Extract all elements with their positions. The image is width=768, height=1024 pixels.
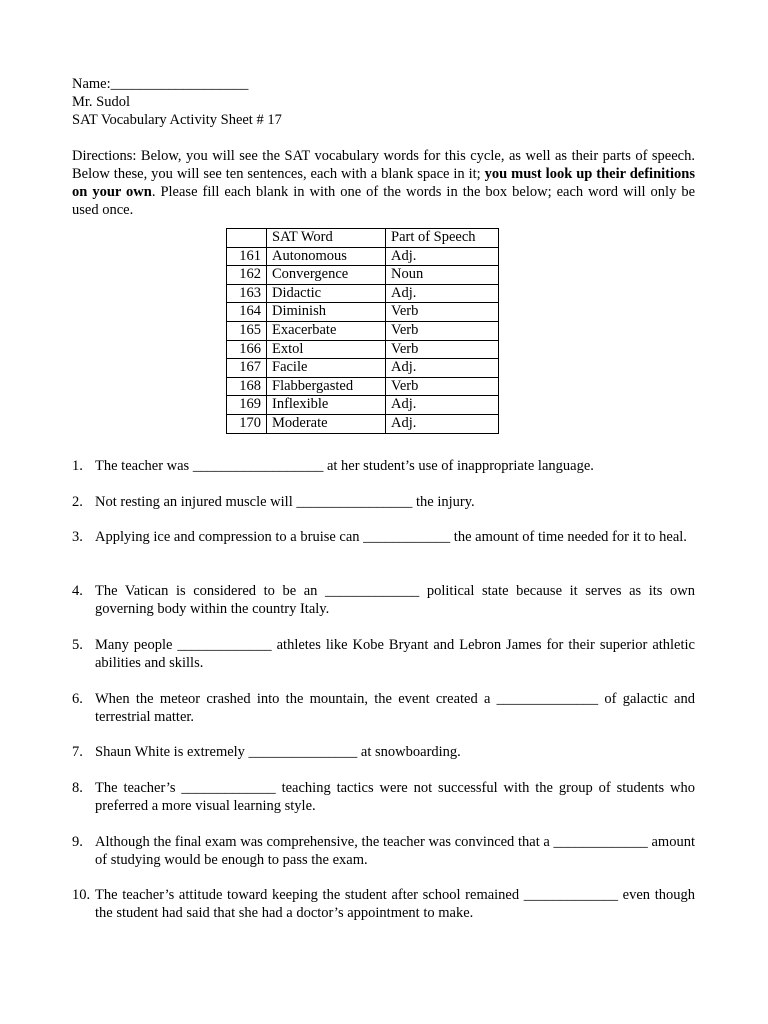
question-text: Many people _____________ athletes like Kobe Bryant and Lebron James for their superior athletic abilities and skills. — [95, 637, 695, 671]
part-of-speech: Adj. — [386, 396, 499, 415]
sat-word: Flabbergasted — [267, 377, 386, 396]
sat-word: Autonomous — [267, 247, 386, 266]
word-number: 162 — [227, 266, 267, 285]
question-item — [72, 779, 695, 815]
sat-word: Extol — [267, 340, 386, 359]
directions-text-1: Directions: Below, you will see the SAT vocabulary words for this cycle, as well as their parts of speech. Below these, you will see ten sentences, each with a blank space in it; — [72, 148, 695, 182]
question-number: 4. — [72, 583, 83, 599]
worksheet-page — [72, 75, 695, 921]
table-header-row — [227, 229, 499, 248]
word-number: 165 — [227, 321, 267, 340]
word-number: 168 — [227, 377, 267, 396]
question-number: 9. — [72, 834, 83, 850]
sat-word: Facile — [267, 359, 386, 378]
part-of-speech: Adj. — [386, 359, 499, 378]
table-row — [227, 340, 499, 359]
word-number: 167 — [227, 359, 267, 378]
part-of-speech: Verb — [386, 321, 499, 340]
question-number: 10. — [72, 887, 91, 903]
table-row — [227, 266, 499, 285]
sat-word: Inflexible — [267, 396, 386, 415]
question-item — [72, 528, 695, 546]
question-text: The teacher was __________________ at her student’s use of inappropriate language. — [95, 458, 594, 474]
question-item — [72, 743, 695, 761]
question-number: 7. — [72, 744, 83, 760]
part-of-speech: Verb — [386, 377, 499, 396]
question-item — [72, 582, 695, 618]
question-item — [72, 457, 695, 475]
word-number: 163 — [227, 284, 267, 303]
table-row — [227, 396, 499, 415]
vocabulary-table — [226, 228, 499, 434]
word-number: 161 — [227, 247, 267, 266]
part-of-speech: Adj. — [386, 284, 499, 303]
question-text: Not resting an injured muscle will ________________ the injury. — [95, 494, 475, 510]
question-text: The Vatican is considered to be an _____________ political state because it serves as its own governing body within the country Italy. — [95, 583, 695, 617]
table-header-cell: Part of Speech — [386, 229, 499, 248]
sat-word: Diminish — [267, 303, 386, 322]
question-number: 3. — [72, 529, 83, 545]
question-text: Shaun White is extremely _______________ at snowboarding. — [95, 744, 461, 760]
part-of-speech: Noun — [386, 266, 499, 285]
table-row — [227, 303, 499, 322]
table-row — [227, 377, 499, 396]
table-header-cell: SAT Word — [267, 229, 386, 248]
word-number: 170 — [227, 414, 267, 433]
worksheet-title: SAT Vocabulary Activity Sheet # 17 — [72, 112, 282, 128]
word-number: 164 — [227, 303, 267, 322]
table-row — [227, 414, 499, 433]
part-of-speech: Verb — [386, 303, 499, 322]
question-item — [72, 886, 695, 922]
question-item — [72, 636, 695, 672]
question-item — [72, 833, 695, 869]
question-text: Although the final exam was comprehensive, the teacher was convinced that a _____________ amount of studying would be enough to pass the exam. — [95, 834, 695, 868]
question-text: The teacher’s attitude toward keeping the student after school remained _____________ even though the student had said that she had a doctor’s appointment to make. — [95, 887, 695, 921]
sat-word: Convergence — [267, 266, 386, 285]
directions-text-2: . Please fill each blank in with one of the words in the box below; each word will only be used once. — [72, 184, 695, 218]
word-number: 166 — [227, 340, 267, 359]
question-number: 5. — [72, 637, 83, 653]
question-text: When the meteor crashed into the mountain, the event created a ______________ of galactic and terrestrial matter. — [95, 691, 695, 725]
teacher-name: Mr. Sudol — [72, 94, 131, 110]
question-item — [72, 493, 695, 511]
name-line: Name:___________________ — [72, 76, 249, 92]
word-number: 169 — [227, 396, 267, 415]
question-number: 8. — [72, 780, 83, 796]
part-of-speech: Adj. — [386, 414, 499, 433]
question-text: Applying ice and compression to a bruise can ____________ the amount of time needed for it to heal. — [95, 529, 687, 545]
directions-bold-text: you must look up their definitions on your own — [72, 166, 695, 200]
table-row — [227, 321, 499, 340]
table-row — [227, 247, 499, 266]
sat-word: Didactic — [267, 284, 386, 303]
question-item — [72, 690, 695, 726]
question-text: The teacher’s _____________ teaching tactics were not successful with the group of students who preferred a more visual learning style. — [95, 780, 695, 814]
question-number: 1. — [72, 458, 83, 474]
sat-word: Exacerbate — [267, 321, 386, 340]
part-of-speech: Adj. — [386, 247, 499, 266]
question-number: 6. — [72, 691, 83, 707]
table-row — [227, 359, 499, 378]
part-of-speech: Verb — [386, 340, 499, 359]
table-row — [227, 284, 499, 303]
table-header-cell — [227, 229, 267, 248]
directions-paragraph — [72, 147, 695, 219]
question-number: 2. — [72, 494, 83, 510]
sat-word: Moderate — [267, 414, 386, 433]
